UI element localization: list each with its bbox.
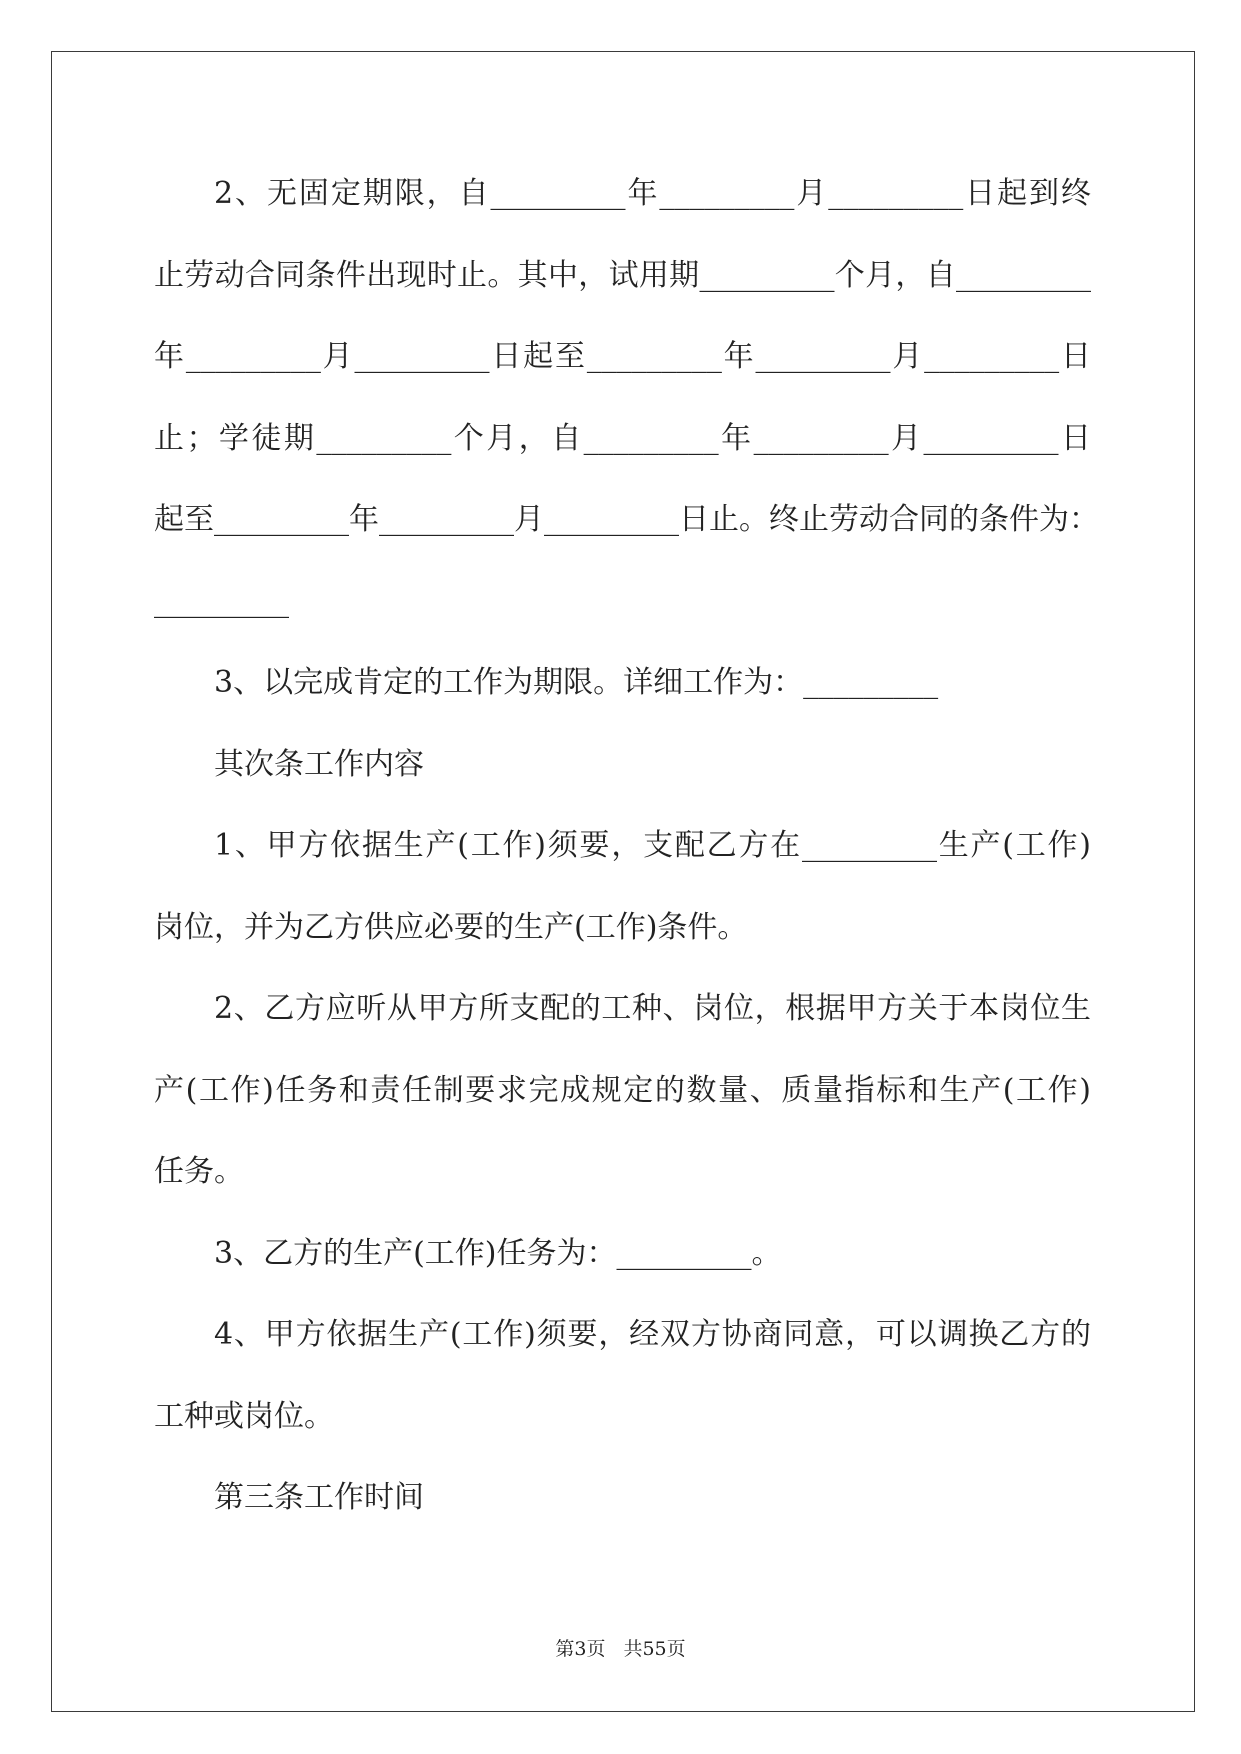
paragraph-line: 3、以完成肯定的工作为期限。详细工作为：_________	[214, 665, 939, 700]
page-footer	[0, 1634, 1241, 1661]
paragraph-line: 止；学徒期_________个月，自_________年_________月_________日	[154, 420, 1091, 456]
paragraph-line: 4、甲方依据生产(工作)须要，经双方协商同意，可以调换乙方的	[214, 1317, 1091, 1352]
page-number: 第3页	[555, 1638, 606, 1660]
page-total: 共55页	[623, 1638, 686, 1660]
paragraph	[154, 1213, 1091, 1295]
paragraph-line: 年_________月_________日起至_________年_________月_________日	[154, 339, 1091, 374]
paragraph-line: _________	[154, 583, 289, 619]
paragraph-line: 任务。	[154, 1154, 244, 1189]
section-heading	[154, 1457, 1091, 1539]
paragraph-line: 产(工作)任务和责任制要求完成规定的数量、质量指标和生产(工作)	[154, 1072, 1091, 1108]
paragraph-line: 工种或岗位。	[154, 1398, 334, 1434]
paragraph-line: 1、甲方依据生产(工作)须要，支配乙方在_________生产(工作)	[214, 828, 1091, 863]
paragraph	[154, 805, 1091, 968]
section-heading-text: 第三条工作时间	[214, 1480, 424, 1515]
paragraph-line: 起至_________年_________月_________日止。终止劳动合同的条件为：	[154, 502, 1099, 537]
paragraph	[154, 153, 1099, 642]
paragraph-line: 3、乙方的生产(工作)任务为：_________。	[214, 1235, 782, 1271]
paragraph-line: 止劳动合同条件出现时止。其中，试用期_________个月，自_________	[154, 257, 1091, 293]
paragraph-line: 2、乙方应听从甲方所支配的工种、岗位，根据甲方关于本岗位生	[214, 991, 1091, 1026]
paragraph	[154, 968, 1091, 1213]
paragraph-line: 岗位，并为乙方供应必要的生产(工作)条件。	[154, 909, 748, 945]
paragraph	[154, 1294, 1091, 1457]
paragraph-line: 2、无固定期限，自_________年_________月_________日起到终	[214, 176, 1091, 211]
document-body	[154, 153, 1099, 1539]
paragraph	[154, 642, 1091, 724]
section-heading	[154, 724, 1091, 806]
section-heading-text: 其次条工作内容	[214, 746, 424, 782]
